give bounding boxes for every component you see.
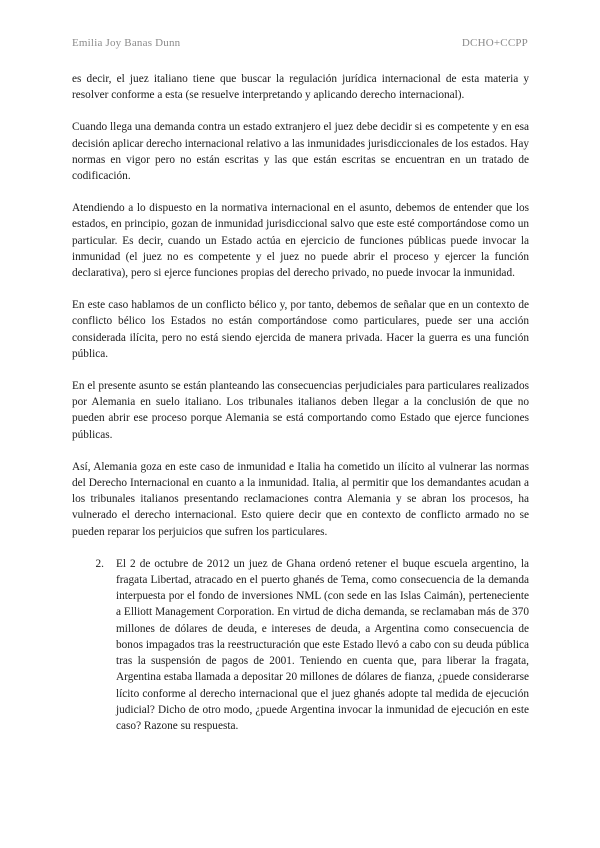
list-item-number: 2. [95, 557, 104, 570]
page-header [72, 37, 528, 49]
paragraph: es decir, el juez italiano tiene que buscar la regulación jurídica internacional de esta materia y resolver conforme a esta (se resuelve interpretando y aplicando derecho internacional). [72, 73, 529, 102]
paragraph: Atendiendo a lo dispuesto en la normativa internacional en el asunto, debemos de entender que los estados, en principio, gozan de inmunidad jurisdiccional salvo que este esté comportándose como un particular. Es decir, cuando un Estado actúa en ejercicio de funciones públicas puede invocar la inmunidad (el juez no es competente y el juez no puede abrir el proceso y ejercer la función declarativa), pero si ejerce funciones propias del derecho privado, no puede invocar la inmunidad. [72, 202, 529, 280]
document-body [72, 71, 529, 734]
paragraph: En el presente asunto se están planteando las consecuencias perjudiciales para particulares realizados por Alemania en suelo italiano. Los tribunales italianos deben llegar a la conclusión de que no pueden abrir ese proceso porque Alemania se está comportando como Estado que ejerce funciones públicas. [72, 380, 529, 441]
list-item-text: El 2 de octubre de 2012 un juez de Ghana ordenó retener el buque escuela argentino, la fragata Libertad, atracado en el puerto ghanés de Tema, como consecuencia de la demanda interpuesta por el fondo de inversiones NML (con sede en las Islas Caimán), perteneciente a Elliott Management Corporation. En virtud de dicha demanda, se reclamaban más de 370 millones de dólares de deuda, e intereses de deuda, a Argentina como consecuencia de bonos impagados tras la reestructuración que este Estado llevó a cabo con su deuda pública tras la suspensión de pagos de 2001. Teniendo en cuenta que, para liberar la fragata, Argentina estaba llamada a depositar 20 millones de dólares de fianza, ¿puede considerarse lícito conforme al derecho internacional que el juez ghanés adopte tal medida de ejecución judicial? Dicho de otro modo, ¿puede Argentina invocar la inmunidad de ejecución en este caso? Razone su respuesta. [116, 557, 529, 732]
list-item [72, 556, 529, 734]
paragraph: Así, Alemania goza en este caso de inmunidad e Italia ha cometido un ilícito al vulnerar las normas del Derecho Internacional en cuanto a la inmunidad. Italia, al permitir que los demandantes acudan a los tribunales italianos presentando reclamaciones contra Alemania y se abran los procesos, ha vulnerado el derecho internacional. Esto quiere decir que en contexto de conflicto armado no se pueden reparar los perjuicios que sufren los particulares. [72, 460, 529, 538]
header-course: DCHO+CCPP [461, 37, 528, 49]
paragraph: En este caso hablamos de un conflicto bélico y, por tanto, debemos de señalar que en un contexto de conflicto bélico los Estados no están comportándose como particulares, puede ser una acción considerada ilícita, pero no está siendo ejercida de manera privada. Hacer la guerra es una función pública. [72, 299, 529, 360]
paragraph: Cuando llega una demanda contra un estado extranjero el juez debe decidir si es competente y en esa decisión aplicar derecho internacional relativo a las inmunidades jurisdiccionales de los estados. Hay normas en vigor pero no están escritas y las que están escritas se encuentran en un tratado de codificación. [72, 121, 529, 183]
header-author: Emilia Joy Banas Dunn [72, 37, 181, 49]
numbered-list [72, 556, 529, 734]
